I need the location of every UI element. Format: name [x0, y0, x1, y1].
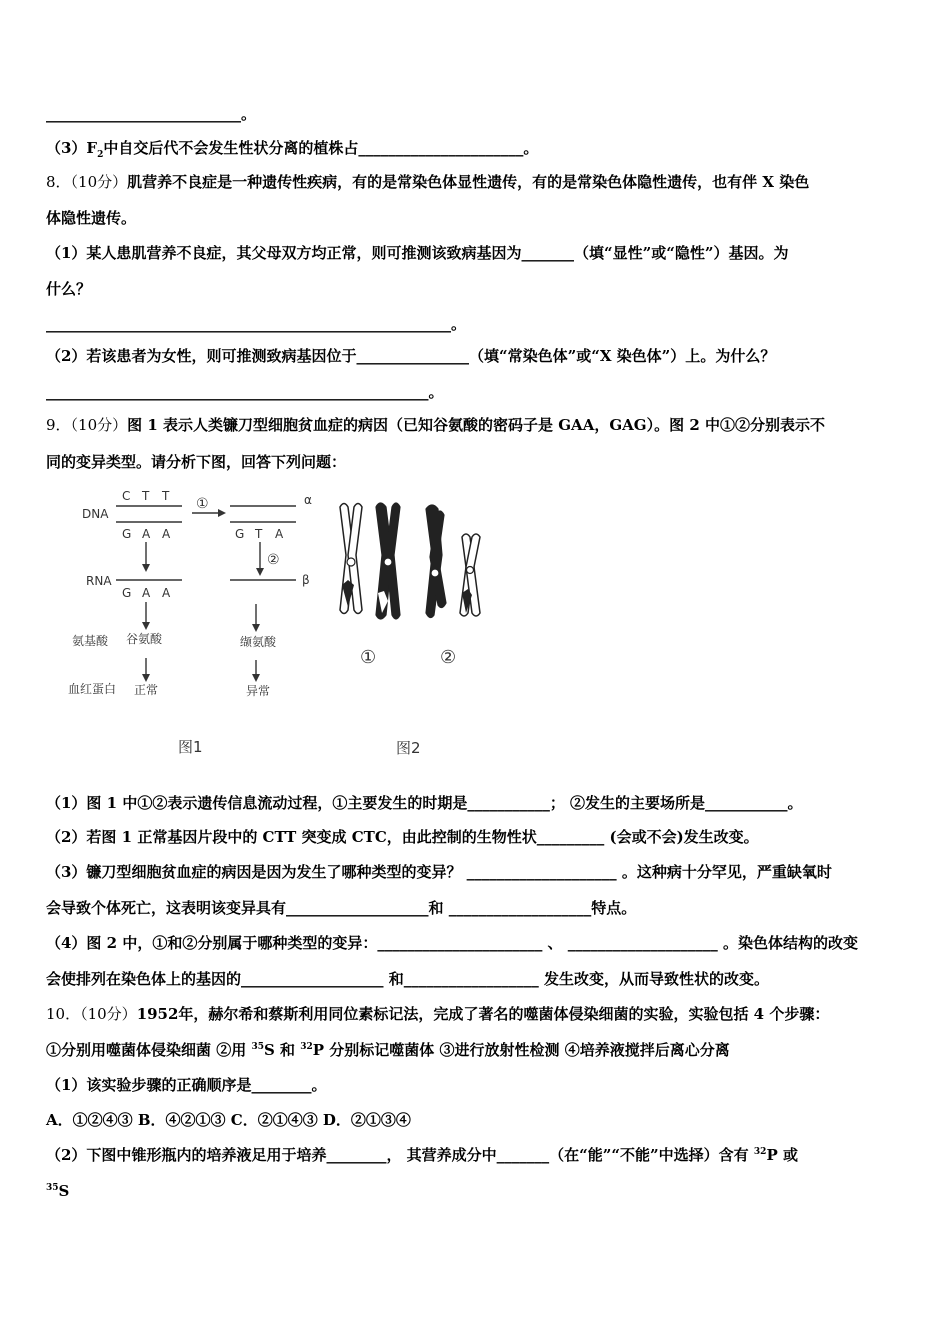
- figure-2-label-2: ②: [440, 647, 457, 668]
- q10-2-text-b: P 或: [766, 1146, 798, 1164]
- question-points: （10分）: [70, 173, 128, 191]
- question-10-stem: [46, 1004, 829, 1024]
- arrowhead-icon: [142, 622, 150, 630]
- top-strand-base: T: [142, 489, 150, 503]
- question-points: （10分）: [80, 1005, 137, 1023]
- question-9-part-2: （2）若图 1 正常基因片段中的 CTT 突变成 CTC，由此控制的生物性状_________ (会或不会)发生改变。: [46, 828, 759, 846]
- question-8-part-1: （1）某人患肌营养不良症，其父母双方均正常，则可推测该致病基因为_______（填“显性”或“隐性”）基因。为: [46, 244, 789, 262]
- figure-1-diagram: [60, 480, 350, 770]
- question-10-part-2-cont: [46, 1181, 69, 1201]
- normal-result: 正常: [134, 683, 159, 697]
- figure-2-label-1: ①: [360, 647, 377, 668]
- question-8-stem-cont: 体隐性遗传。: [46, 209, 137, 227]
- arrowhead-icon: [252, 624, 260, 632]
- question-9-part-4: （4）图 2 中，①和②分别属于哪种类型的变异：______________________ 、 ____________________ 。染色体结构的改变: [46, 934, 858, 952]
- q7-3-text-a: （3）F: [46, 139, 98, 157]
- rna-base: A: [142, 586, 151, 600]
- chromosome-pair-2: [426, 505, 480, 668]
- mutant-amino-acid: 缬氨酸: [240, 635, 277, 649]
- mutant-strand-base: G: [235, 527, 245, 541]
- question-10-steps: [46, 1040, 730, 1060]
- isotope-superscript: 32: [753, 1147, 767, 1157]
- rna-base: A: [162, 586, 171, 600]
- figure-2-diagram: [330, 495, 500, 770]
- top-strand-base: T: [162, 489, 170, 503]
- dna-label: DNA: [82, 507, 109, 521]
- step-2-marker: ②: [267, 552, 280, 568]
- normal-amino-acid: 谷氨酸: [126, 632, 163, 646]
- alpha-label: α: [304, 493, 312, 507]
- bottom-strand-base: G: [122, 527, 132, 541]
- mutant-strand-base: A: [275, 527, 284, 541]
- q7-3-text-b: 中自交后代不会发生性状分离的植株占______________________。: [103, 139, 539, 157]
- isotope-superscript: 32: [300, 1042, 313, 1052]
- arrowhead-icon: [142, 674, 150, 682]
- question-9-part-1: （1）图 1 中①②表示遗传信息流动过程，①主要发生的时期是___________； ②发生的主要场所是___________。: [46, 794, 803, 812]
- arrowhead-icon: [256, 568, 264, 576]
- isotope-superscript: 35: [251, 1042, 264, 1052]
- chromosome-pair-1: [340, 503, 400, 668]
- bottom-strand-base: A: [142, 527, 151, 541]
- beta-label: β: [302, 573, 310, 587]
- question-7-part-3: [46, 138, 538, 158]
- question-8-part-1-cont: 什么？: [46, 280, 92, 298]
- question-9-text: 图 1 表示人类镰刀型细胞贫血症的病因（已知谷氨酸的密码子是 GAA，GAG）。图 2 中①②分别表示不: [127, 416, 825, 434]
- arrowhead-icon: [142, 564, 150, 572]
- question-8-stem: [46, 172, 809, 192]
- figure-1-caption: 图1: [178, 738, 203, 756]
- question-9-stem-cont: 同的变异类型。请分析下图，回答下列问题：: [46, 453, 347, 471]
- question-number: 8．: [46, 173, 71, 191]
- question-10-text: 1952年，赫尔希和蔡斯利用同位素标记法，完成了著名的噬菌体侵染细菌的实验，实验包括 4 个步骤：: [136, 1005, 830, 1023]
- mutant-result: 异常: [246, 684, 271, 698]
- centromere-icon: [384, 558, 392, 566]
- rna-base: G: [122, 586, 132, 600]
- steps-text-a: ①分别用噬菌体侵染细菌 ②用: [46, 1041, 252, 1059]
- question-10-part-1: （1）该实验步骤的正确顺序是________。: [46, 1076, 327, 1094]
- question-9-part-3-cont: 会导致个体死亡，这表明该变异具有___________________和 ___________________特点。: [46, 899, 637, 917]
- centromere-icon: [431, 569, 439, 577]
- figure-2-caption: 图2: [396, 739, 421, 757]
- question-points: （10分）: [70, 416, 128, 434]
- q10-2-text-a: （2）下图中锥形瓶内的培养液足用于培养________， 其营养成分中_______（在“能”“不能”中选择）含有: [46, 1146, 754, 1164]
- q10-2-text-c: S: [58, 1182, 70, 1200]
- question-10-part-2: [46, 1145, 798, 1165]
- answer-blank-line: ______________________________________________________。: [46, 315, 467, 333]
- rna-label: RNA: [86, 574, 112, 588]
- arrowhead-icon: [218, 509, 226, 517]
- centromere-icon: [347, 558, 355, 566]
- question-9-part-4-cont: 会使排列在染色体上的基因的___________________ 和__________________ 发生改变，从而导致性状的改变。: [46, 970, 769, 988]
- arrowhead-icon: [252, 674, 260, 682]
- step-1-marker: ①: [196, 496, 209, 512]
- steps-text-c: P 分别标记噬菌体 ③进行放射性检测 ④培养液搅拌后离心分离: [312, 1041, 730, 1059]
- mutant-strand-base: T: [255, 527, 263, 541]
- bottom-strand-base: A: [162, 527, 171, 541]
- question-number: 10．: [46, 1005, 81, 1023]
- question-9-part-3: （3）镰刀型细胞贫血症的病因是因为发生了哪种类型的变异？ ____________________ 。这种病十分罕见，严重缺氧时: [46, 863, 832, 881]
- answer-blank-line: __________________________。: [46, 105, 257, 123]
- isotope-superscript: 35: [46, 1183, 59, 1193]
- answer-blank-line: ___________________________________________________。: [46, 383, 444, 401]
- hemoglobin-label: 血红蛋白: [68, 682, 117, 696]
- steps-text-b: S 和: [263, 1041, 301, 1059]
- question-8-part-2: （2）若该患者为女性，则可推测致病基因位于_______________（填“常染色体”或“X 染色体”）上。为什么？: [46, 347, 776, 365]
- top-strand-base: C: [122, 489, 131, 503]
- question-8-text: 肌营养不良症是一种遗传性疾病，有的是常染色体显性遗传，有的是常染色体隐性遗传，也有伴 X 染色: [127, 173, 810, 191]
- question-10-options: A．①②④③ B．④②①③ C．②①④③ D．②①③④: [46, 1111, 411, 1129]
- question-9-stem: [46, 415, 825, 435]
- question-number: 9．: [46, 416, 71, 434]
- centromere-icon: [467, 567, 474, 574]
- q7-3-subscript: 2: [97, 150, 104, 160]
- amino-acid-label: 氨基酸: [72, 634, 109, 648]
